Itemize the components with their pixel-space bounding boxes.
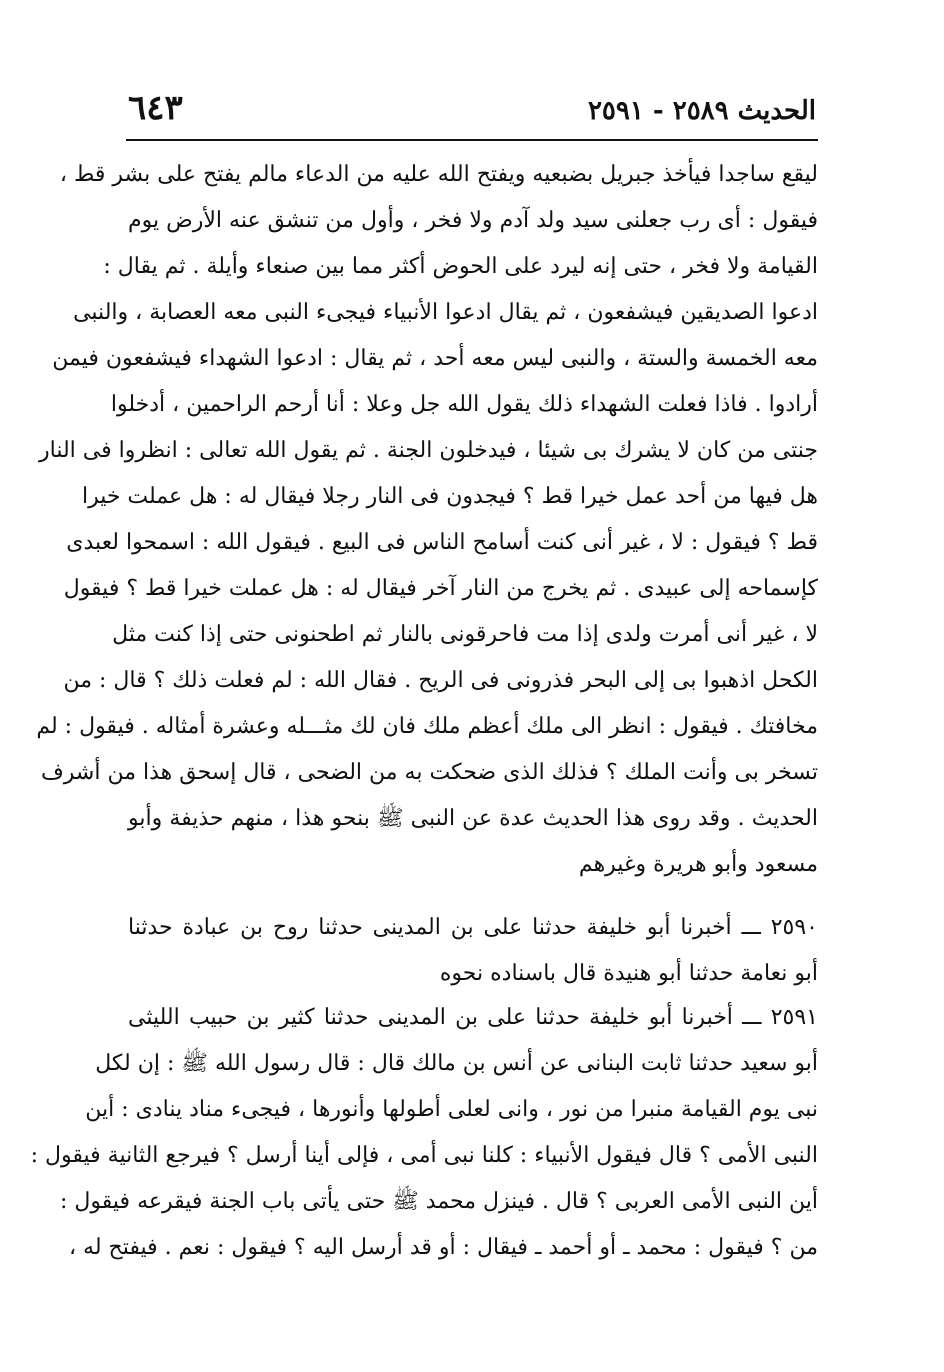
text-line: لا ، غير أنى أمرت ولدى إذا مت فاحرقونى بالنار ثم اطحنونى حتى إذا كنت مثل [112, 622, 818, 647]
text-line: نبى يوم القيامة منبرا من نور ، وانى لعلى أطولها وأنورها ، فيجىء مناد ينادى : أين [85, 1097, 818, 1122]
running-head: الحديث ٢٥٨٩ - ٢٥٩١ [587, 96, 816, 126]
text-line: النبى الأمى ؟ قال فيقول الأنبياء : كلنا نبى أمى ، فإلى أينا أرسل ؟ فيرجع الثانية فيقول : [30, 1143, 818, 1168]
text-line: هل فيها من أحد عمل خيرا قط ؟ فيجدون فى النار رجلا فيقال له : هل عملت خيرا [81, 484, 818, 509]
text-line: ليقع ساجدا فيأخذ جبريل بضبعيه ويفتح الله عليه من الدعاء مالم يفتح على بشر قط ، [59, 162, 818, 187]
text-line: قط ؟ فيقول : لا ، غير أنى كنت أسامح الناس فى البيع . فيقول الله : اسمحوا لعبدى [66, 530, 818, 555]
hadith-2591 [30, 995, 818, 1271]
text-line: ادعوا الصديقين فيشفعون ، ثم يقال ادعوا الأنبياء فيجىء النبى معه العصابة ، والنبى [73, 300, 818, 325]
text-line: ٢٥٩١ ـــ أخبرنا أبو خليفة حدثنا على بن المدينى حدثنا كثير بن حبيب الليثى [128, 1005, 818, 1030]
text-line: أرادوا . فاذا فعلت الشهداء ذلك يقول الله جل وعلا : أنا أرحم الراحمين ، أدخلوا [110, 392, 818, 417]
text-line: مسعود وأبو هريرة وغيرهم [578, 852, 818, 877]
text-line: القيامة ولا فخر ، حتى إنه ليرد على الحوض أكثر مما بين صنعاء وأيلة . ثم يقال : [103, 254, 818, 279]
page-number: ٦٤٣ [128, 88, 183, 128]
page-header [128, 88, 816, 134]
text-line: جنتى من كان لا يشرك بى شيئا ، فيدخلون الجنة . ثم يقول الله تعالى : انظروا فى النار [39, 438, 818, 463]
text-line: فيقول : أى رب جعلنى سيد ولد آدم ولا فخر ، وأول من تنشق عنه الأرض يوم [128, 208, 818, 233]
header-rule [126, 139, 818, 141]
text-line: ٢٥٩٠ ـــ أخبرنا أبو خليفة حدثنا على بن المدينى حدثنا روح بن عبادة حدثنا [128, 915, 818, 940]
hadith-2590 [128, 905, 818, 997]
text-line: تسخر بى وأنت الملك ؟ فذلك الذى ضحكت به من الضحى ، قال إسحق هذا من أشرف [40, 760, 818, 785]
main-passage [36, 152, 818, 888]
text-line: أبو سعيد حدثنا ثابت البنانى عن أنس بن مالك قال : قال رسول الله ﷺ : إن لكل [95, 1051, 818, 1076]
text-line: من ؟ فيقول : محمد ـ أو أحمد ـ فيقال : أو قد أرسل اليه ؟ فيقول : نعم . فيفتح له ، [68, 1235, 818, 1260]
text-line: أبو نعامة حدثنا أبو هنيدة قال باسناده نحوه [439, 961, 818, 986]
text-line: مخافتك . فيقول : انظر الى ملك أعظم ملك فان لك مثـــله وعشرة أمثاله . فيقول : لم [36, 714, 818, 739]
text-line: معه الخمسة والستة ، والنبى ليس معه أحد ، ثم يقال : ادعوا الشهداء فيشفعون فيمن [52, 346, 818, 371]
text-line: الكحل اذهبوا بى إلى البحر فذرونى فى الريح . فقال الله : لم فعلت ذلك ؟ قال : من [63, 668, 818, 693]
text-line: أين النبى الأمى العربى ؟ قال . فينزل محمد ﷺ حتى يأتى باب الجنة فيقرعه فيقول : [60, 1189, 818, 1214]
text-line: الحديث . وقد روى هذا الحديث عدة عن النبى ﷺ بنحو هذا ، منهم حذيفة وأبو [128, 806, 818, 831]
text-line: كإسماحه إلى عبيدى . ثم يخرج من النار آخر فيقال له : هل عملت خيرا قط ؟ فيقول [63, 576, 818, 601]
